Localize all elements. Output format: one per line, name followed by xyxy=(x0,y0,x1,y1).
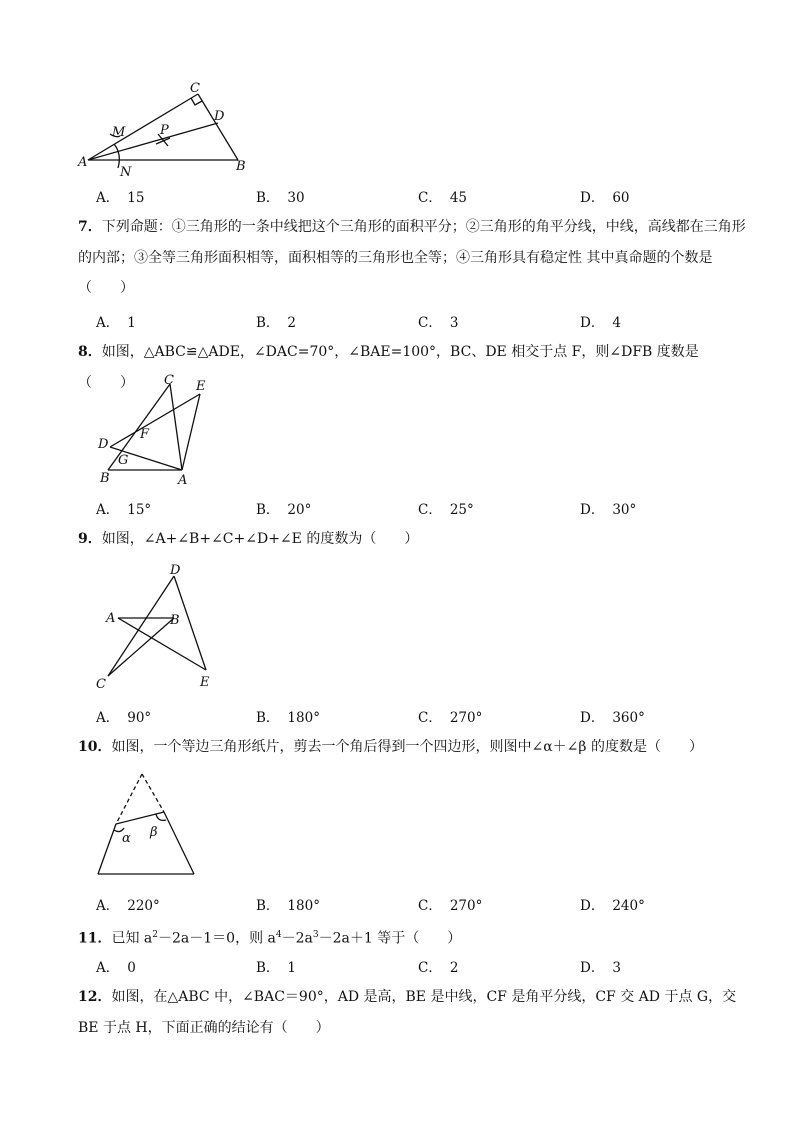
q8-label-E: E xyxy=(196,379,206,394)
q10-option-c[interactable]: C． 270° xyxy=(418,898,483,914)
q8-figure xyxy=(94,372,224,490)
q8-label-F: F xyxy=(140,427,150,442)
q10-option-d[interactable]: D． 240° xyxy=(580,898,645,914)
q8-option-d[interactable]: D． 30° xyxy=(580,502,637,518)
q10-option-b[interactable]: B． 180° xyxy=(256,898,320,914)
q9-option-d[interactable]: D． 360° xyxy=(580,710,645,726)
q7-options xyxy=(96,311,736,333)
q8-label-D: D xyxy=(98,437,109,452)
q6-option-c[interactable]: C． 45 xyxy=(418,190,468,206)
q6-options xyxy=(96,186,736,208)
q11-option-c[interactable]: C． 2 xyxy=(418,960,459,976)
q10-number: 10． xyxy=(78,739,112,755)
q9-question xyxy=(78,524,746,555)
q9-option-c[interactable]: C． 270° xyxy=(418,710,483,726)
q6-option-d[interactable]: D． 60 xyxy=(580,190,630,206)
q6-label-M: M xyxy=(112,125,126,140)
q9-option-a[interactable]: A． 90° xyxy=(96,710,152,726)
q8-number: 8． xyxy=(78,344,102,360)
q11-option-b[interactable]: B． 1 xyxy=(256,960,297,976)
q10-stem: 如图，一个等边三角形纸片，剪去一个角后得到一个四边形，则图中∠α＋∠β 的度数是（ ） xyxy=(111,739,703,755)
q6-label-B: B xyxy=(236,159,246,174)
q12-stem: 如图，在△ABC 中，∠BAC＝90°，AD 是高，BE 是中线，CF 是角平分线，CF 交 AD 于点 G，交 BE 于点 H，下面正确的结论有（ ） xyxy=(78,989,737,1036)
q9-option-b[interactable]: B． 180° xyxy=(256,710,320,726)
q9-options xyxy=(96,706,736,728)
q7-stem: 下列命题：①三角形的一条中线把这个三角形的面积平分；②三角形的角平分线，中线，高线都在三角形的内部；③全等三角形面积相等，面积相等的三角形也全等；④三角形具有稳定性 其中真命题的个数是（ ） xyxy=(78,219,746,296)
q10-question xyxy=(78,732,746,763)
q6-label-N: N xyxy=(120,165,132,180)
q6-label-A: A xyxy=(78,155,88,170)
q9-label-A: A xyxy=(106,611,116,626)
q7-option-b[interactable]: B． 2 xyxy=(256,315,297,331)
q6-label-D: D xyxy=(214,109,225,124)
q10-figure xyxy=(94,768,204,878)
q11-options xyxy=(96,956,736,978)
q8-label-B: B xyxy=(100,471,110,486)
q9-label-D: D xyxy=(170,563,181,578)
q6-label-P: P xyxy=(160,123,169,138)
q8-option-c[interactable]: C． 25° xyxy=(418,502,474,518)
q11-option-d[interactable]: D． 3 xyxy=(580,960,621,976)
q6-option-b[interactable]: B． 30 xyxy=(256,190,305,206)
q6-option-a[interactable]: A． 15 xyxy=(96,190,145,206)
q11-question: 11．已知 $a^2-2a-1=0$，则 $a^4-2a^3-2a+1$ 等于（ ） xyxy=(78,930,462,947)
q7-option-a[interactable]: A． 1 xyxy=(96,315,136,331)
q8-option-b[interactable]: B． 20° xyxy=(256,502,312,518)
q9-label-E: E xyxy=(200,675,210,690)
q9-number: 9． xyxy=(78,531,102,547)
q7-question xyxy=(78,212,746,304)
q7-option-c[interactable]: C． 3 xyxy=(418,315,459,331)
q8-label-G: G xyxy=(118,453,129,468)
q10-label-alpha: α xyxy=(122,831,131,846)
q12-question xyxy=(78,982,746,1043)
q8-stem: 如图，△ABC≌△ADE，∠DAC=70°，∠BAE=100°，BC、DE 相交于点 F，则∠DFB 度数是（ ） xyxy=(78,344,699,391)
q10-label-beta: β xyxy=(150,825,158,840)
q9-label-B: B xyxy=(170,613,180,628)
q8-options xyxy=(96,498,736,520)
q10-options xyxy=(96,894,736,916)
q8-label-C: C xyxy=(164,373,174,388)
q10-option-a[interactable]: A． 220° xyxy=(96,898,160,914)
q11-number: 11． xyxy=(78,930,112,947)
q6-figure xyxy=(76,78,256,180)
q9-label-C: C xyxy=(96,677,106,692)
q9-figure xyxy=(94,562,220,692)
q8-option-a[interactable]: A． 15° xyxy=(96,502,152,518)
q7-option-d[interactable]: D． 4 xyxy=(580,315,621,331)
q9-stem: 如图，∠A+∠B+∠C+∠D+∠E 的度数为（ ） xyxy=(101,531,419,547)
q6-label-C: C xyxy=(190,81,200,96)
q12-number: 12． xyxy=(78,989,112,1005)
q7-number: 7． xyxy=(78,219,102,235)
q8-label-A: A xyxy=(178,473,188,488)
q11-option-a[interactable]: A． 0 xyxy=(96,960,136,976)
